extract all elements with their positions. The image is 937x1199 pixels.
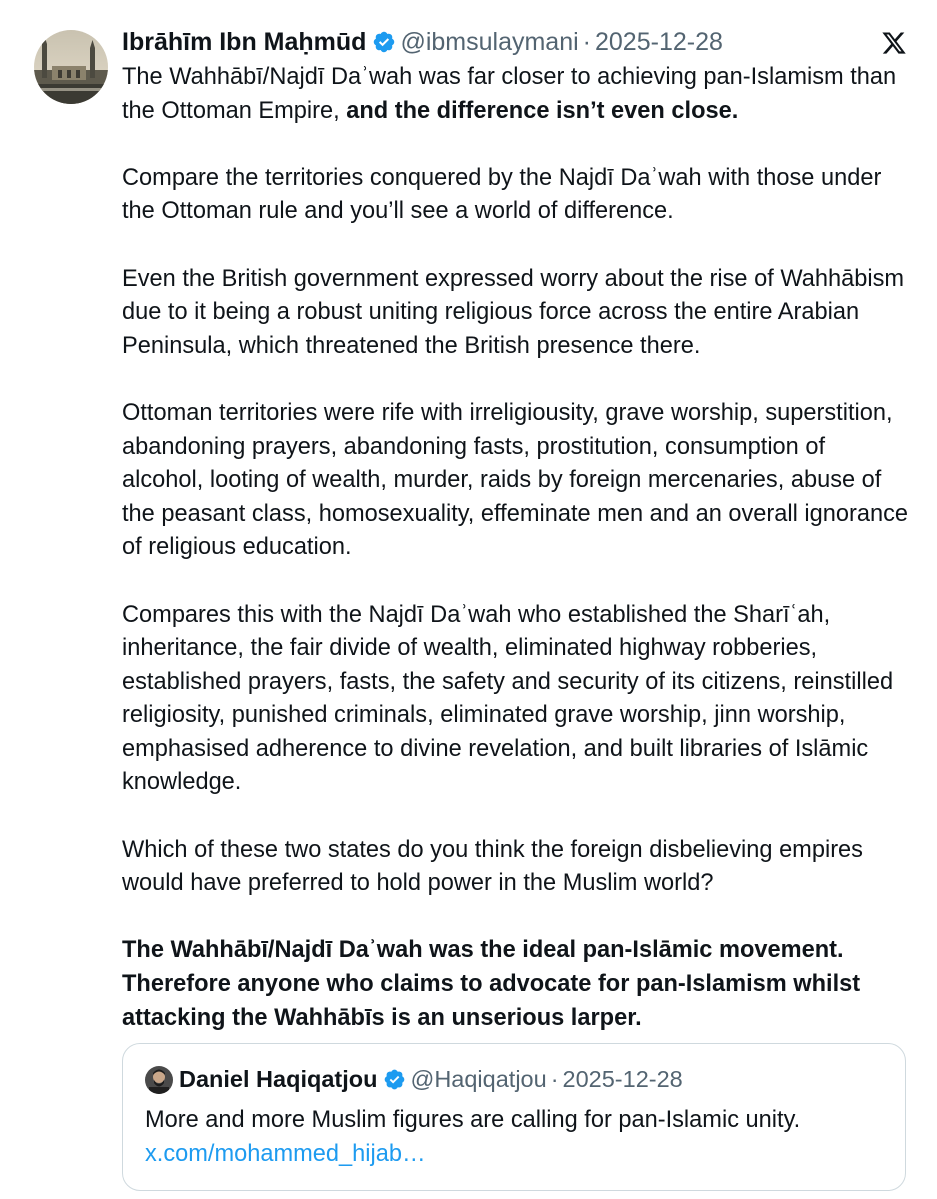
quoted-author-avatar[interactable] [145, 1066, 173, 1094]
tweet-date[interactable]: 2025-12-28 [595, 27, 723, 56]
quoted-tweet-card[interactable] [122, 1043, 906, 1191]
mosque-photo [34, 30, 108, 104]
separator-dot: · [582, 27, 591, 56]
quoted-author-handle[interactable]: @Haqiqatjou [410, 1065, 547, 1092]
tweet-header [122, 26, 723, 58]
paragraph-1 [122, 61, 912, 128]
paragraph-6: Which of these two states do you think the foreign disbelieving empires would have preferred to hold power in the Muslim world? [122, 836, 863, 897]
separator-dot: · [550, 1065, 559, 1092]
tweet-text [122, 61, 912, 1035]
paragraph-1-bold: and the difference isn’t even close. [346, 97, 739, 124]
verified-badge-icon [383, 1068, 406, 1091]
paragraph-1-text: The Wahhābī/Najdī Daʾwah was far closer to achieving pan-Islamism than the Ottoman Empire, [122, 64, 897, 124]
author-name[interactable]: Ibrāhīm Ibn Maḥmūd [122, 27, 367, 56]
paragraph-5: Compares this with the Najdī Daʾwah who established the Sharīʿah, inheritance, the fair divide of wealth, eliminated highway robberies, established prayers, fasts, the safety and security of its citizens, reinstilled religiosity, punished criminals, eliminated grave worship, jinn worship, emphasised adherence to divine revelation, and built libraries of Islāmic knowledge. [122, 601, 894, 796]
quoted-author-name[interactable]: Daniel Haqiqatjou [179, 1065, 378, 1092]
paragraph-4: Ottoman territories were rife with irreligiousity, grave worship, superstition, abandoning prayers, abandoning fasts, prostitution, consumption of alcohol, looting of wealth, murder, raids by foreign mercenaries, abuse of the peasant class, homosexuality, effeminate men and an overall ignorance of religious education. [122, 399, 909, 561]
quoted-tweet-link[interactable]: x.com/mohammed_hijab… [145, 1141, 426, 1167]
author-avatar[interactable] [34, 30, 108, 104]
quoted-tweet-text: More and more Muslim figures are calling for pan-Islamic unity. [145, 1107, 801, 1133]
paragraph-7-bold: The Wahhābī/Najdī Daʾwah was the ideal pan-Islāmic movement. Therefore anyone who claims to advocate for pan-Islamism whilst attacking the Wahhābīs is an unserious larper. [122, 937, 861, 1031]
x-logo-icon[interactable] [880, 30, 908, 56]
paragraph-3: Even the British government expressed worry about the rise of Wahhābism due to it being a robust uniting religious force across the entire Arabian Peninsula, which threatened the British presence there. [122, 265, 905, 359]
portrait-photo [145, 1066, 173, 1094]
quoted-tweet-date[interactable]: 2025-12-28 [562, 1065, 683, 1092]
verified-badge-icon [372, 30, 396, 54]
paragraph-2: Compare the territories conquered by the Najdī Daʾwah with those under the Ottoman rule and you’ll see a world of difference. [122, 164, 882, 225]
author-handle[interactable]: @ibmsulaymani [400, 27, 579, 56]
quoted-tweet-header [179, 1062, 683, 1096]
